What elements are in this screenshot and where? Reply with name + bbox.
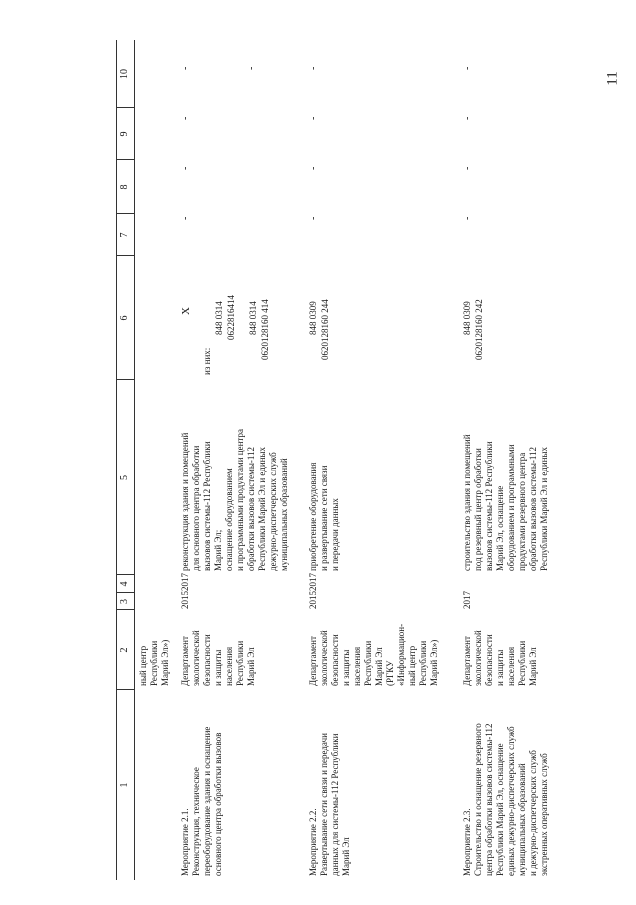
row1-col6-code1: 848 0314 <box>214 301 224 335</box>
row3-col6-code1: 848 0309 <box>462 301 472 335</box>
row2-col1: Мероприятие 2.2. Развертывание сети связи и передачи данных для системы-112 Республики Марий Эл <box>308 733 351 876</box>
row1-col6-code2: 0622816414 <box>226 295 236 340</box>
row3-col6-code2: 0620128160 242 <box>474 299 484 360</box>
row1-col5: реконструкция здания и помещений для основного центра обработки вызовов системы-112 Республики Марий Эл; оснащение оборудованием и программными продуктами центра обработки вызовов системы-112 Республики Марий Эл и единых дежурно-диспетчерских служб муниципальных образований <box>180 429 289 571</box>
header-col-3: 3 <box>119 599 130 604</box>
header-col-4: 4 <box>119 581 130 587</box>
row1-col4: 2017 <box>180 573 190 591</box>
row1-col6-code4: 0620128160 414 <box>260 299 270 360</box>
header-col-1: 1 <box>119 782 130 788</box>
row2-col3: 2015 <box>308 591 318 609</box>
header-col-10: 10 <box>119 69 130 79</box>
row2-col9: - <box>308 116 319 120</box>
rotated-table <box>116 40 616 880</box>
row1-col6-note: из них: <box>202 347 212 375</box>
row1-col9: - <box>180 116 191 120</box>
row3-col8: - <box>462 166 473 170</box>
row1-col2: Департамент экологической безопасности и защиты населения Республики Марий Эл <box>180 630 256 686</box>
row3-col10: - <box>462 66 473 70</box>
row1-col6-x: X <box>180 307 192 315</box>
row1-col3: 2015 <box>180 591 190 609</box>
row3-col5: строительство здания и помещений под резервный центр обработки вызовов системы-112 Республики Марий Эл, оснащение оборудованием и программными продуктами резервного центра обработки вызовов системы-112 Республики Марий Эл и единых <box>462 434 549 571</box>
row2-col5: приобретение оборудования и развертывание сети связи и передачи данных <box>308 462 340 571</box>
row1-col8: - <box>180 166 191 170</box>
header-col-2: 2 <box>119 647 130 653</box>
row2-col6-code1: 848 0309 <box>308 301 318 335</box>
row2-col2: Департамент экологической безопасности и защиты населения Республики Марий Эл (РГКУ «Информацион- ный центр Республики Марий Эл») <box>308 623 439 686</box>
page-number: 11 <box>604 71 621 86</box>
row2-col10: - <box>308 66 319 70</box>
row1-col10: - <box>180 66 191 70</box>
header-col-8: 8 <box>119 184 130 190</box>
row2-col6-code2: 0620128160 244 <box>320 299 330 360</box>
row3-col1: Мероприятие 2.3. Строительство и оснащение резервного центра обработки вызовов системы-112 Республики Марий Эл, оснащение единых дежурно-диспетчерских служб муниципальных образований и дежурно-диспетчерских служб экстренных оперативных служб <box>462 723 549 876</box>
continuation-col2: ный центр Республики Марий Эл») <box>138 639 170 686</box>
row1-col1: Мероприятие 2.1. Реконструкция, техническое переоборудование здания и оснащение основного центра обработки вызовов <box>180 726 223 876</box>
row3-col4: 2017 <box>462 591 472 609</box>
row1-col6-code3: 848 0314 <box>248 301 258 335</box>
header-col-9: 9 <box>119 131 130 137</box>
row2-col8: - <box>308 166 319 170</box>
row3-col9: - <box>462 116 473 120</box>
header-col-6: 6 <box>119 315 130 321</box>
header-col-7: 7 <box>119 232 130 238</box>
header-col-5: 5 <box>119 475 130 480</box>
row2-col7: - <box>308 216 319 220</box>
row2-col4: 2017 <box>308 573 318 591</box>
row1-col10-b: - <box>246 66 257 70</box>
row3-col7: - <box>462 216 473 220</box>
row1-col7: - <box>180 216 191 220</box>
header-bottom-rule <box>134 40 135 880</box>
row3-col2: Департамент экологической безопасности и защиты населения Республики Марий Эл <box>462 630 538 686</box>
